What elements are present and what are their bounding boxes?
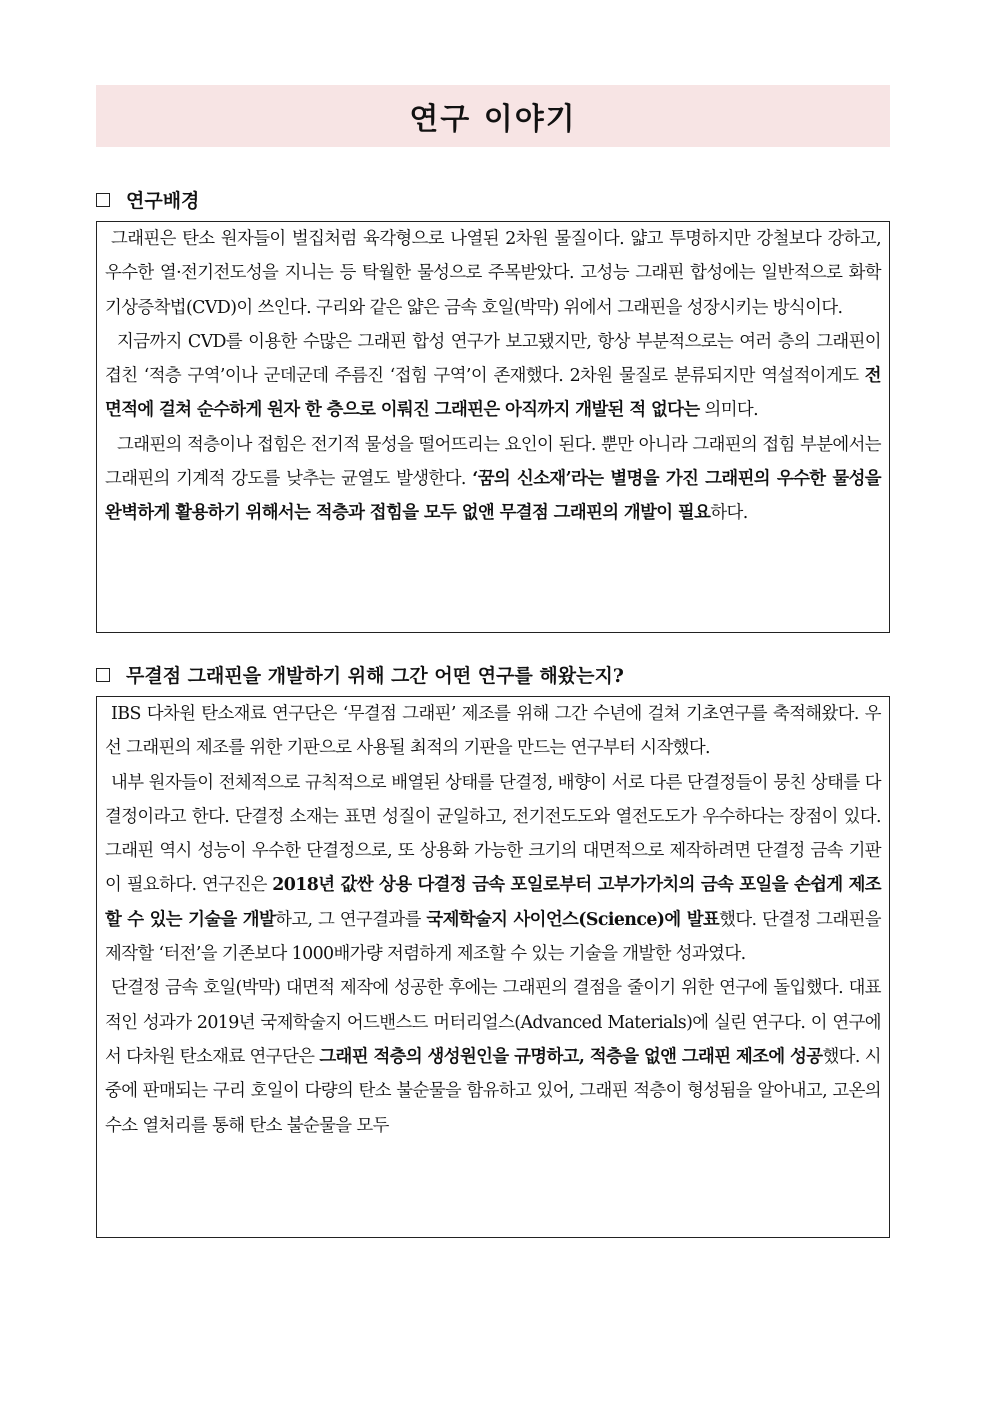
background-text-box <box>96 221 890 633</box>
paragraph-text: 내부 원자들이 전체적으로 규칙적으로 배열된 상태를 단결정, 배향이 서로 다른 단결정들이 뭉친 상태를 다결정이라고 한다. 단결정 소재는 표면 성질이 균일하고, 전기전도도와 열전도도가 우수하다는 장점이 있다. 그래핀 역시 성능이 우수한 단결정으로, 또 상용화 가능한 크기의 대면적으로 제작하려면 단결정 금속 기판이 필요하다. 연구진은 <box>105 772 881 896</box>
paragraph <box>105 697 881 766</box>
emphasis-text: 국제학술지 사이언스(Science)에 발표 <box>426 909 720 930</box>
paragraph <box>105 428 881 531</box>
section-heading-research <box>96 661 624 688</box>
paragraph-text: 하다. <box>710 503 748 524</box>
paragraph <box>105 325 881 428</box>
title-banner <box>96 85 890 147</box>
paragraph-text: 했다. 시중에 판매되는 구리 호일이 다량의 탄소 불순물을 함유하고 있어, 그래핀 적층이 형성됨을 알아내고, 고온의 수소 열처리를 통해 탄소 불순물을 모두 <box>105 1046 881 1136</box>
paragraph-text: IBS 다차원 탄소재료 연구단은 ‘무결점 그래핀’ 제조를 위해 그간 수년에 걸쳐 기초연구를 축적해왔다. 우선 그래핀의 제조를 위한 기판으로 사용될 최적의 기판을 만드는 연구부터 시작했다. <box>105 704 881 759</box>
section-heading-label: 무결점 그래핀을 개발하기 위해 그간 어떤 연구를 해왔는지? <box>126 665 624 687</box>
paragraph-text: 했다. 단결정 그래핀을 제작할 ‘터전’을 기존보다 1000배가량 저렴하게 제조할 수 있는 기술을 개발한 성과였다. <box>105 909 881 965</box>
emphasis-text: 전 면적에 걸쳐 순수하게 원자 한 층으로 이뤄진 그래핀은 아직까지 개발된 적 없다는 <box>105 366 881 421</box>
paragraph-text: 그래핀은 탄소 원자들이 벌집처럼 육각형으로 나열된 2차원 물질이다. 얇고 투명하지만 강철보다 강하고, 우수한 열·전기전도성을 지니는 등 탁월한 물성으로 주목받았다. 고성능 그래핀 합성에는 일반적으로 화학기상증착법(CVD)이 쓰인다. 구리와 같은 얇은 금속 호일(박막) 위에서 그래핀을 성장시키는 방식이다. <box>105 229 881 318</box>
emphasis-text: 그래핀 적층의 생성원인을 규명하고, 적층을 없앤 그래핀 제조에 성공 <box>319 1046 823 1067</box>
emphasis-text: ‘꿈의 신소재’라는 별명을 가진 그래핀의 우수한 물성을 완벽하게 활용하기 위해서는 적층과 접힘을 모두 없앤 무결점 그래핀의 개발이 필요 <box>105 469 881 524</box>
checkbox-icon <box>96 193 110 207</box>
emphasis-text: 2018년 값싼 상용 다결정 금속 포일로부터 고부가가치의 금속 포일을 손쉽게 제조할 수 있는 기술을 개발 <box>105 875 881 930</box>
paragraph <box>105 222 881 325</box>
paragraph-text: 하고, 그 연구결과를 <box>275 909 427 930</box>
paragraph-text: 그래핀의 적층이나 접힘은 전기적 물성을 떨어뜨리는 요인이 된다. 뿐만 아니라 그래핀의 접힘 부분에서는 그래핀의 기계적 강도를 낮추는 균열도 발생한다. <box>105 434 881 490</box>
paragraph <box>105 971 881 1142</box>
paragraph-text: 의미다. <box>699 400 759 421</box>
research-text-box <box>96 696 890 1238</box>
page-title: 연구 이야기 <box>409 102 577 137</box>
paragraph-text: 단결정 금속 호일(박막) 대면적 제작에 성공한 후에는 그래핀의 결점을 줄이기 위한 연구에 돌입했다. 대표적인 성과가 2019년 국제학술지 어드밴스드 머터리얼스(Advanced Materials)에 실린 연구다. 이 연구에서 다차원 탄소재료 연구단은 <box>105 978 881 1067</box>
checkbox-icon <box>96 668 110 682</box>
paragraph <box>105 766 881 972</box>
section-heading-label: 연구배경 <box>126 190 200 212</box>
paragraph-text: 지금까지 CVD를 이용한 수많은 그래핀 합성 연구가 보고됐지만, 항상 부분적으로는 여러 층의 그래핀이 겹친 ‘적층 구역’이나 군데군데 주름진 ‘접힘 구역’이 존재했다. 2차원 물질로 분류되지만 역설적이게도 <box>105 331 881 387</box>
section-heading-background <box>96 186 199 213</box>
